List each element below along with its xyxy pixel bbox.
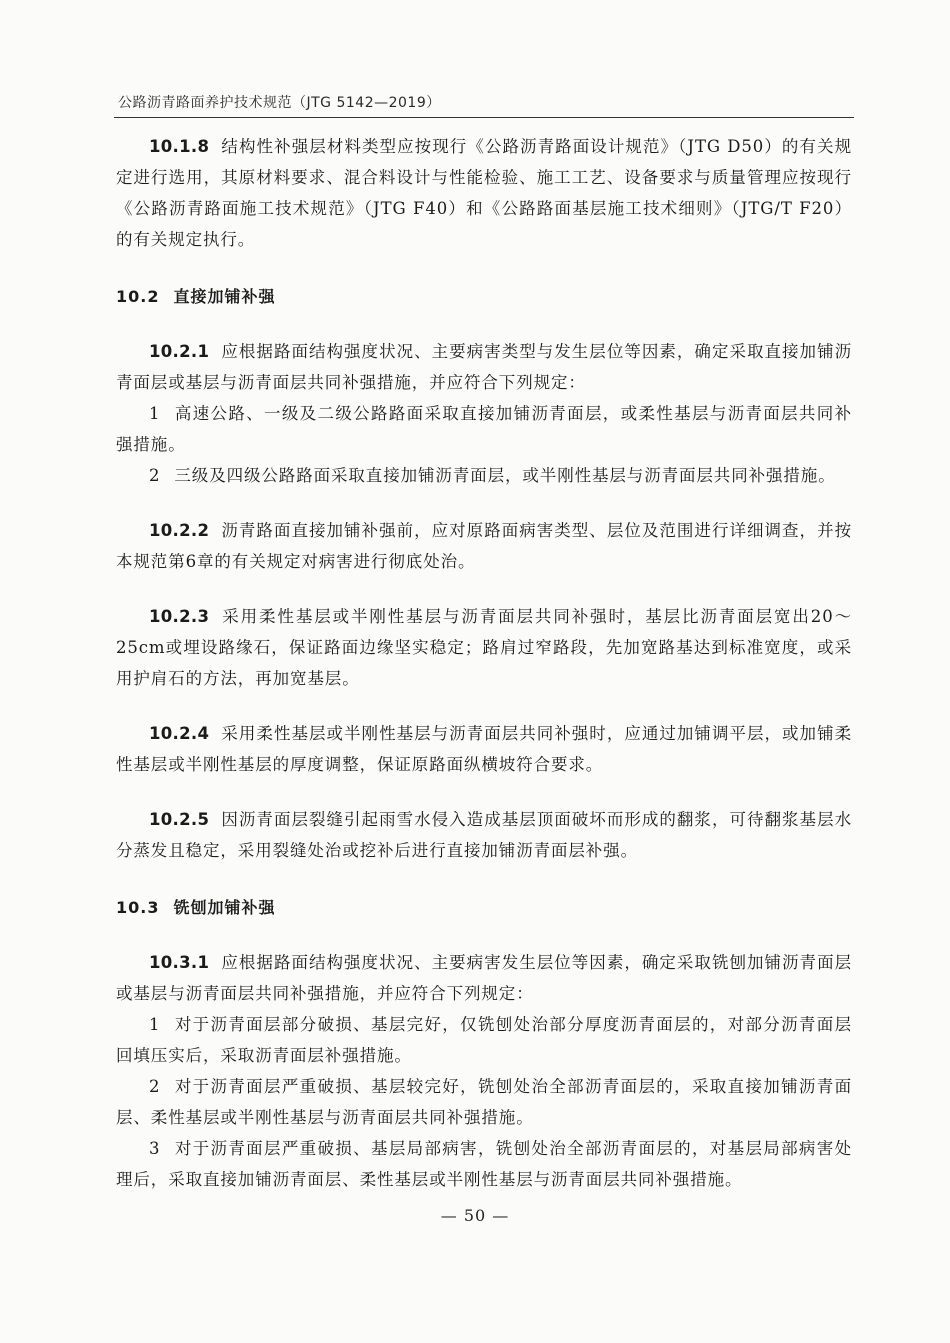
section-heading-10-2 [116,281,852,312]
clause-10-2-3 [116,601,852,694]
clause-text: 采用柔性基层或半刚性基层与沥青面层共同补强时，基层比沥青面层宽出20～25cm或埋设路缘石，保证路面边缘坚实稳定；路肩过窄路段，先加宽路基达到标准宽度，或采用护肩石的方法，再加宽基层。 [116,607,852,688]
list-item [116,460,852,491]
clause-text: 结构性补强层材料类型应按现行《公路沥青路面设计规范》（JTG D50）的有关规定进行选用，其原材料要求、混合料设计与性能检验、施工工艺、设备要求与质量管理应按现行《公路沥青路面施工技术规范》（JTG F40）和《公路路面基层施工技术细则》（JTG/T F20）的有关规定执行。 [116,137,852,249]
section-title: 直接加铺补强 [173,287,276,306]
item-number: 1 [149,1015,161,1034]
header-rule [114,117,854,118]
clause-number: 10.2.1 [149,342,210,361]
list-item [116,1071,852,1133]
clause-number: 10.2.4 [149,724,210,743]
section-number: 10.3 [116,898,160,917]
clause-10-2-4 [116,718,852,780]
clause-text: 沥青路面直接加铺补强前，应对原路面病害类型、层位及范围进行详细调查，并按本规范第6章的有关规定对病害进行彻底处治。 [116,521,852,571]
item-text: 对于沥青面层严重破损、基层较完好，铣刨处治全部沥青面层的，采取直接加铺沥青面层、柔性基层或半刚性基层与沥青面层共同补强措施。 [116,1077,852,1127]
item-number: 1 [149,404,161,423]
section-heading-10-3 [116,892,852,923]
clause-text: 采用柔性基层或半刚性基层与沥青面层共同补强时，应通过加铺调平层，或加铺柔性基层或半刚性基层的厚度调整，保证原路面纵横坡符合要求。 [116,724,852,774]
section-number: 10.2 [116,287,160,306]
item-text: 对于沥青面层严重破损、基层局部病害，铣刨处治全部沥青面层的，对基层局部病害处理后，采取直接加铺沥青面层、柔性基层或半刚性基层与沥青面层共同补强措施。 [116,1139,852,1189]
clause-10-2-2 [116,515,852,577]
item-number: 2 [149,1077,161,1096]
clause-10-2-1 [116,336,852,398]
page-number: — 50 — [440,1206,510,1225]
list-item [116,1133,852,1195]
clause-text: 应根据路面结构强度状况、主要病害类型与发生层位等因素，确定采取直接加铺沥青面层或基层与沥青面层共同补强措施，并应符合下列规定： [116,342,852,392]
clause-number: 10.1.8 [149,137,210,156]
clause-text: 应根据路面结构强度状况、主要病害发生层位等因素，确定采取铣刨加铺沥青面层或基层与沥青面层共同补强措施，并应符合下列规定： [116,953,852,1003]
section-title: 铣刨加铺补强 [173,898,276,917]
item-number: 3 [149,1139,161,1158]
clause-10-2-5 [116,804,852,866]
item-text: 高速公路、一级及二级公路路面采取直接加铺沥青面层，或柔性基层与沥青面层共同补强措施。 [116,404,852,454]
clause-10-1-8 [116,131,852,255]
clause-number: 10.2.2 [149,521,210,540]
list-item [116,398,852,460]
clause-number: 10.3.1 [149,953,210,972]
running-header: 公路沥青路面养护技术规范（JTG 5142—2019） [118,95,441,111]
clause-number: 10.2.3 [149,607,210,626]
clause-10-3-1 [116,947,852,1009]
list-item [116,1009,852,1071]
item-number: 2 [149,466,161,485]
item-text: 三级及四级公路路面采取直接加铺沥青面层，或半刚性基层与沥青面层共同补强措施。 [174,466,836,485]
item-text: 对于沥青面层部分破损、基层完好，仅铣刨处治部分厚度沥青面层的，对部分沥青面层回填压实后，采取沥青面层补强措施。 [116,1015,852,1065]
page-body [116,131,852,1195]
clause-number: 10.2.5 [149,810,210,829]
clause-text: 因沥青面层裂缝引起雨雪水侵入造成基层顶面破坏而形成的翻浆，可待翻浆基层水分蒸发且稳定，采用裂缝处治或挖补后进行直接加铺沥青面层补强。 [116,810,852,860]
